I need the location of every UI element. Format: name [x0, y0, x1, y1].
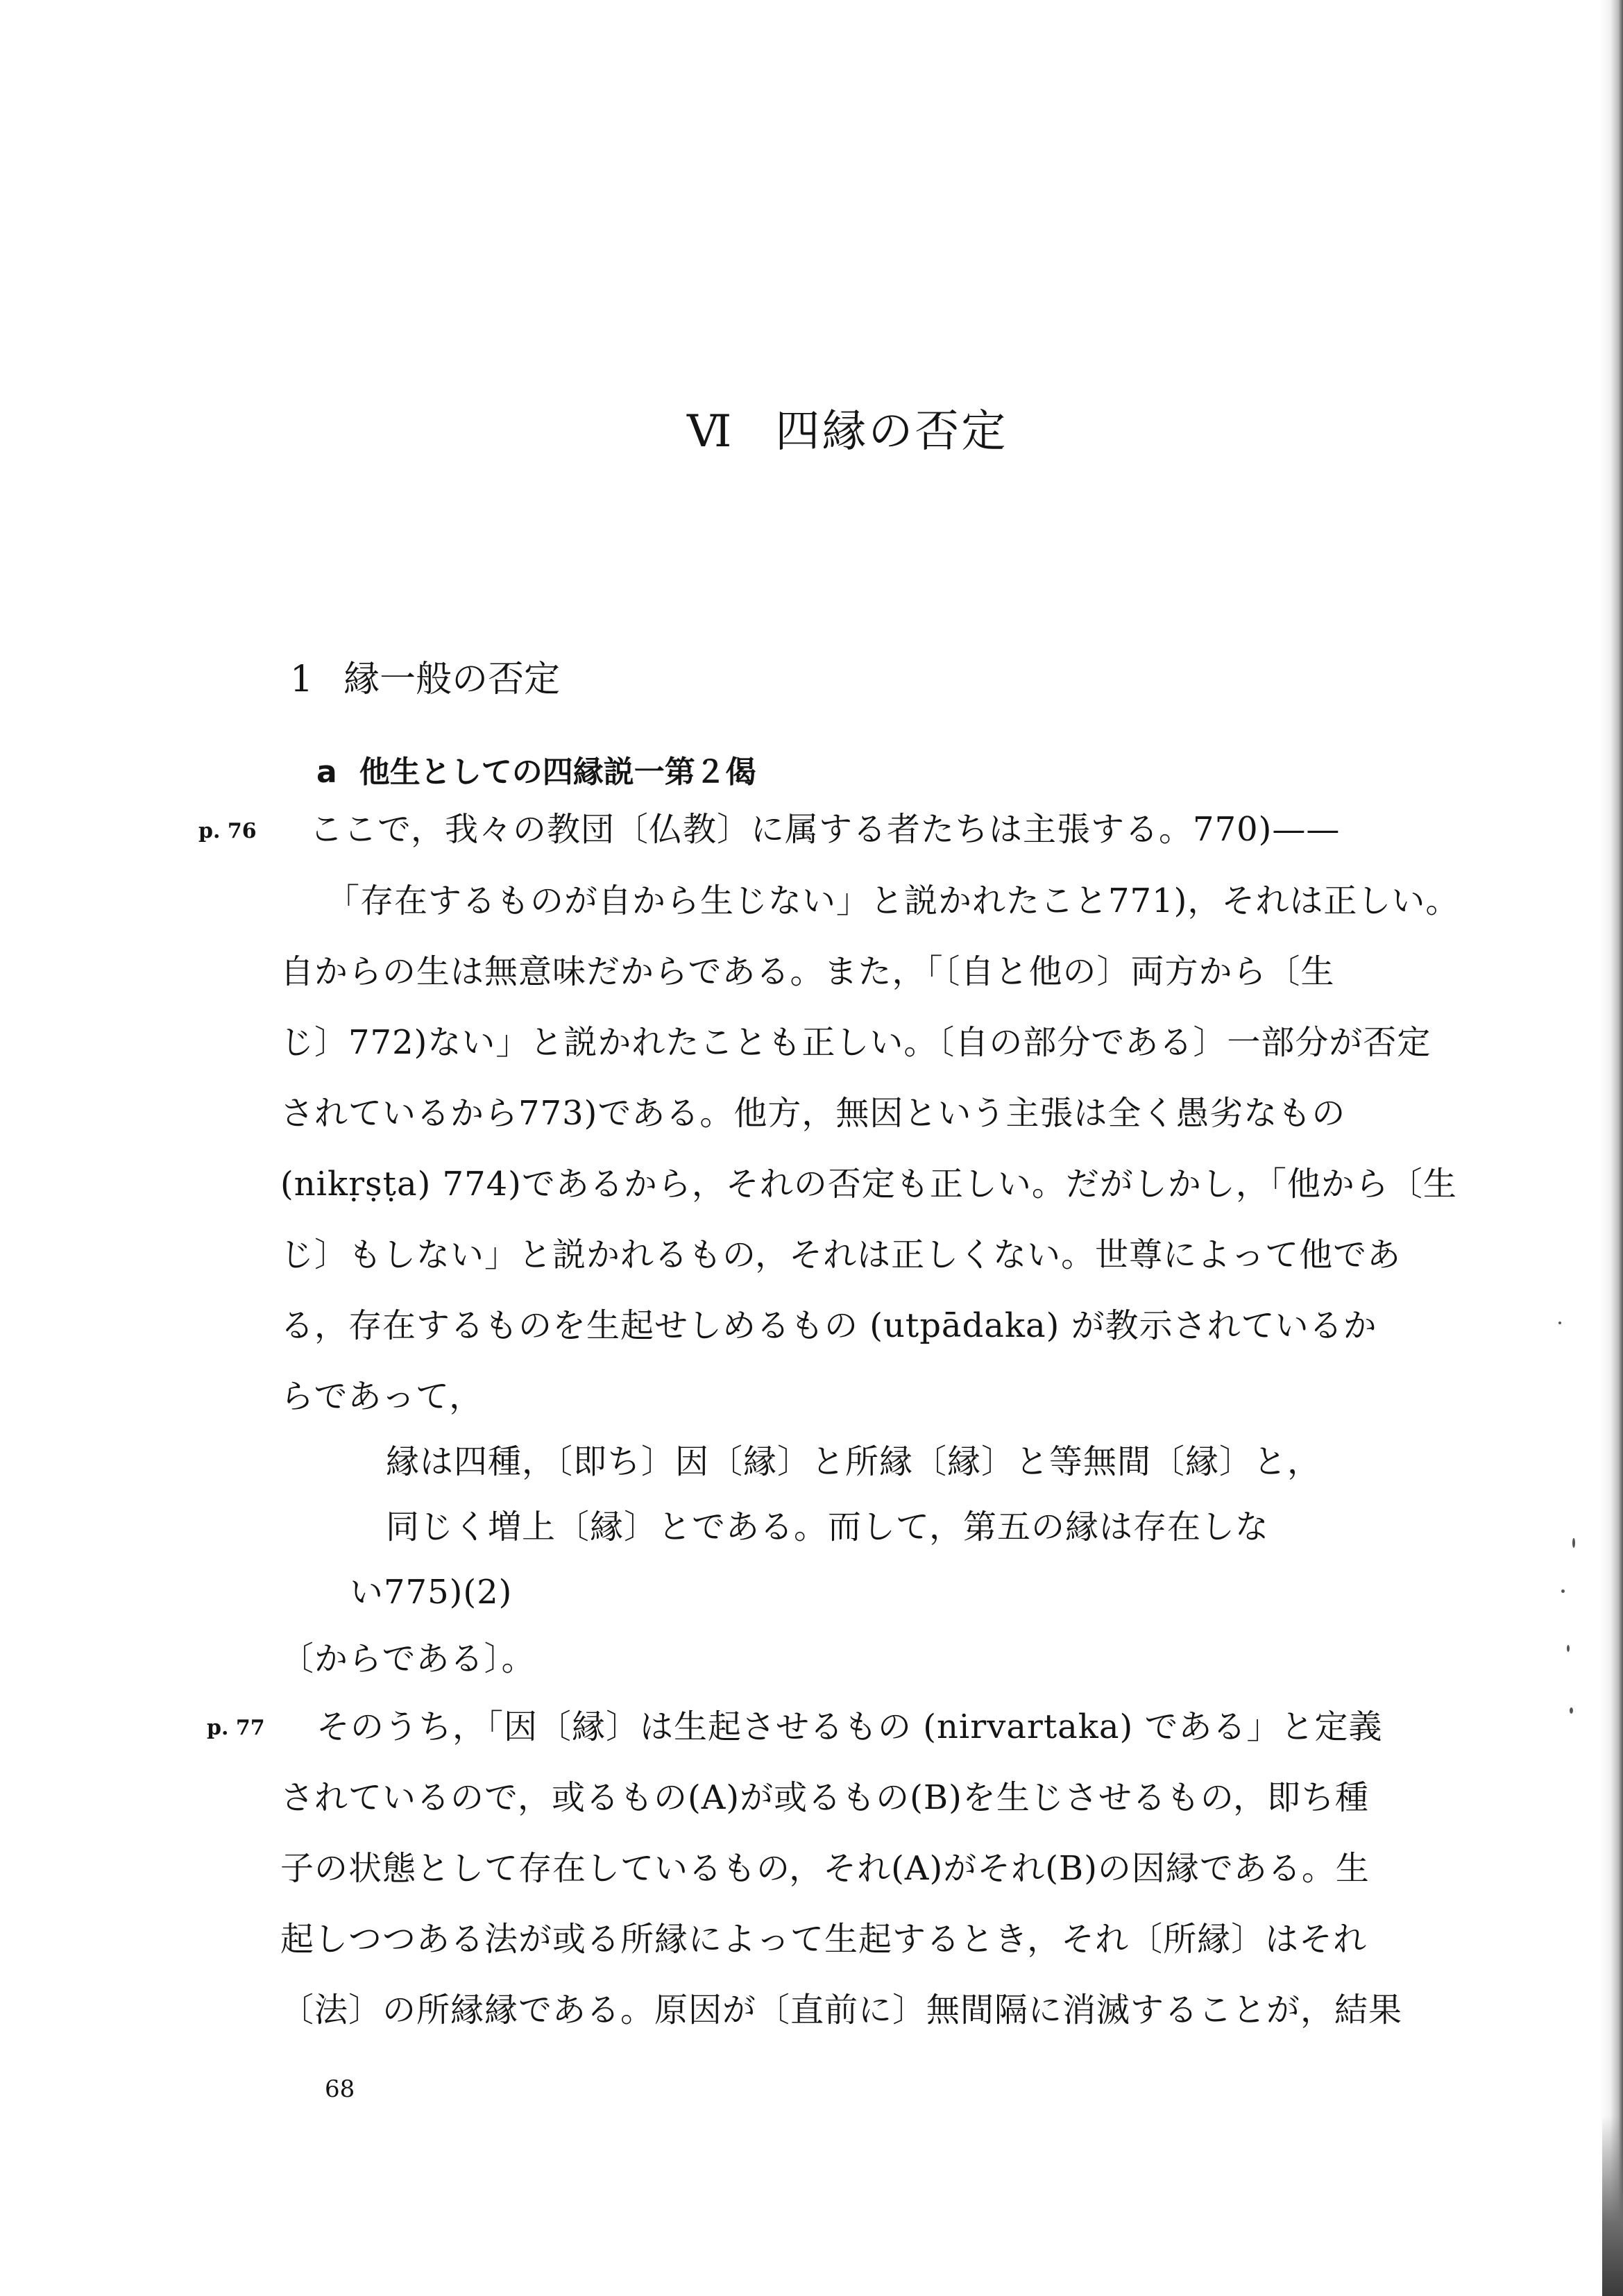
text-line: (nikṛṣṭa) 774)であるから，それの否定も正しい。だがしかし，「他から〔生: [280, 1165, 1457, 1204]
margin-page-ref: p. 76: [198, 819, 257, 843]
scan-speck: [1558, 1322, 1561, 1324]
page-number: 68: [325, 2075, 355, 2103]
text-line: ここで，我々の教団〔仏教〕に属する者たちは主張する。770)——: [309, 810, 1341, 849]
text-line: 〔からである〕。: [280, 1639, 536, 1678]
verse-line: い775)(2): [350, 1573, 513, 1612]
chapter-heading: [687, 396, 1008, 459]
section-title: 縁一般の否定: [343, 659, 561, 700]
scan-speck: [1561, 1589, 1565, 1593]
subsection-title: 他生としての四縁説一第２偈: [359, 754, 756, 790]
subsection-label: a: [316, 754, 337, 790]
text-line: 子の状態として存在しているもの，それ(A)がそれ(B)の因縁である。生: [280, 1849, 1370, 1888]
margin-page-ref: p. 77: [207, 1716, 265, 1740]
scan-speck: [1567, 1645, 1570, 1652]
page-edge-shadow: [1599, 0, 1623, 2296]
section-heading: [290, 650, 560, 702]
page-corner-shadow: [1602, 2116, 1623, 2296]
text-line: されているから773)である。他方，無因という主張は全く愚劣なもの: [280, 1094, 1346, 1133]
section-number: 1: [290, 659, 314, 700]
scan-speck: [1570, 1707, 1573, 1714]
text-line: じ〕772)ない」と説かれたことも正しい。〔自の部分である〕一部分が否定: [280, 1023, 1431, 1062]
text-line: 「存在するものが自から生じない」と説かれたこと771)，それは正しい。: [326, 881, 1460, 920]
text-line: そのうち，「因〔縁〕は生起させるもの (nirvartaka) である」と定義: [316, 1707, 1383, 1746]
text-line: 自からの生は無意味だからである。また，「〔自と他の〕両方から〔生: [280, 952, 1335, 991]
verse-line: 縁は四種，〔即ち〕因〔縁〕と所縁〔縁〕と等無間〔縁〕と，: [386, 1442, 1322, 1481]
text-line: じ〕もしない」と説かれるもの，それは正しくない。世尊によって他であ: [280, 1235, 1402, 1274]
text-line: されているので，或るもの(A)が或るもの(B)を生じさせるもの，即ち種: [280, 1778, 1369, 1817]
chapter-title: 四縁の否定: [775, 406, 1008, 457]
chapter-number: Ⅵ: [687, 406, 734, 457]
scan-speck: [1572, 1538, 1575, 1548]
text-line: 〔法〕の所縁縁である。原因が〔直前に〕無間隔に消滅することが，結果: [280, 1991, 1403, 2029]
text-line: る，存在するものを生起せしめるもの (utpādaka) が教示されているか: [280, 1306, 1377, 1345]
subsection-heading: [316, 747, 756, 791]
text-line: らであって，: [280, 1377, 484, 1416]
text-line: 起しつつある法が或る所縁によって生起するとき，それ〔所縁〕はそれ: [280, 1920, 1368, 1959]
verse-line: 同じく増上〔縁〕とである。而して，第五の縁は存在しな: [386, 1508, 1270, 1546]
